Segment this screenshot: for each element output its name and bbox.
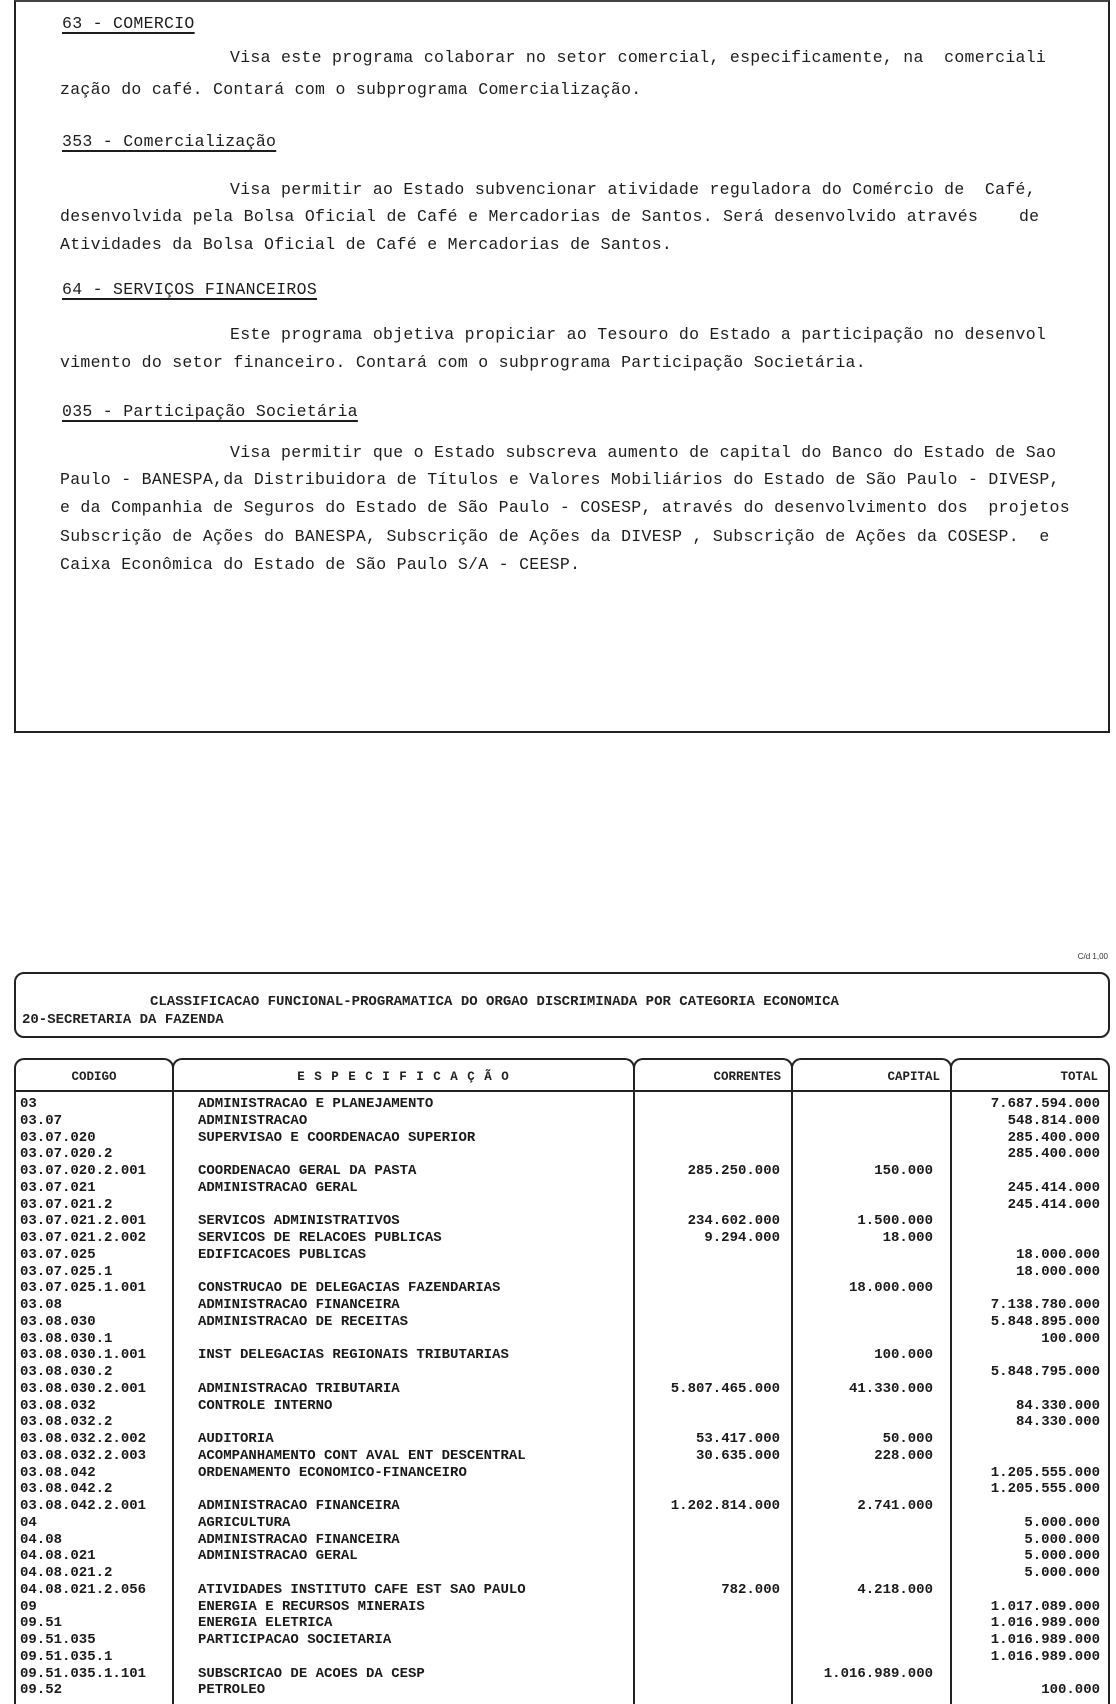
table-row [0,1331,1116,1348]
cell-code: 09.51.035.1 [20,1648,113,1665]
cell-capital: 41.330.000 [848,1380,933,1397]
paragraph-line: Visa permitir que o Estado subscreva aumento de capital do Banco do Estado de Sao [230,443,1057,462]
table-row [0,1230,1116,1247]
cell-code: 04.08.021.2 [20,1565,113,1581]
cell-correntes: 1.202.814.000 [670,1498,780,1514]
table-row [0,1481,1116,1498]
cell-code: 03.08.032.2.002 [20,1431,147,1447]
cell-spec: ADMINISTRACAO FINANCEIRA [198,1498,400,1514]
cell-correntes: 285.250.000 [687,1163,780,1179]
paragraph-line: e da Companhia de Seguros do Estado de São Paulo - COSESP, através do desenvolvimento dos projetos [60,498,1070,517]
paragraph-line: Caixa Econômica do Estado de São Paulo S/A - CEESP. [60,555,581,574]
cell-spec: ADMINISTRACAO E PLANEJAMENTO [198,1096,434,1112]
table-row [0,1264,1116,1281]
cell-code: 03.08.030.1.001 [20,1347,147,1364]
cell-code: 03.07 [20,1112,63,1129]
table-row [0,1666,1116,1683]
table-row [0,1213,1116,1230]
cell-code: 03.07.025 [20,1246,96,1263]
cell-spec: ADMINISTRACAO FINANCEIRA [198,1297,400,1313]
cell-spec: INST DELEGACIAS REGIONAIS TRIBUTARIAS [198,1347,509,1364]
cell-code: 03.07.021.2 [20,1196,113,1213]
cell-code: 03.08.030 [20,1313,96,1330]
cell-spec: ORDENAMENTO ECONOMICO-FINANCEIRO [198,1464,467,1481]
cell-total: 245.414.000 [1007,1196,1100,1213]
cell-total: 100.000 [1041,1330,1100,1347]
table-row [0,1347,1116,1364]
cell-code: 03.08.032.2 [20,1414,113,1431]
section-heading: 64 - SERVIÇOS FINANCEIROS [62,280,318,299]
table-row [0,1465,1116,1482]
cell-spec: SUPERVISAO E COORDENACAO SUPERIOR [198,1129,476,1146]
table-row [0,1314,1116,1331]
cell-total: 1.016.989.000 [990,1648,1100,1665]
cell-code: 03.08.042.2 [20,1481,113,1498]
cell-correntes: 30.635.000 [695,1447,780,1464]
table-row [0,1431,1116,1448]
cell-spec: SERVICOS DE RELACOES PUBLICAS [198,1230,442,1246]
cell-total: 245.414.000 [1007,1179,1100,1196]
table-row [0,1599,1116,1616]
cell-spec: ADMINISTRACAO TRIBUTARIA [198,1380,400,1397]
section-heading: 035 - Participação Societária [62,402,358,421]
cell-spec: ADMINISTRACAO GERAL [198,1548,358,1565]
cell-spec: COORDENACAO GERAL DA PASTA [198,1163,417,1179]
cell-code: 03.08.032 [20,1397,96,1414]
cell-spec: ENERGIA E RECURSOS MINERAIS [198,1598,425,1615]
cell-correntes: 9.294.000 [704,1230,780,1246]
cell-total: 18.000.000 [1015,1246,1100,1263]
cell-spec: SERVICOS ADMINISTRATIVOS [198,1213,400,1230]
cell-code: 09.51 [20,1615,63,1632]
cell-capital: 4.218.000 [857,1581,933,1598]
cell-spec: ADMINISTRACAO [198,1112,308,1129]
cell-code: 03.07.021 [20,1179,96,1196]
cell-total: 5.000.000 [1024,1565,1100,1581]
organ-name: 20-SECRETARIA DA FAZENDA [22,1012,224,1028]
table-row [0,1381,1116,1398]
cell-total: 84.330.000 [1015,1397,1100,1414]
cell-total: 548.814.000 [1007,1112,1100,1129]
cell-code: 03.07.025.1.001 [20,1280,147,1297]
paragraph-line: Este programa objetiva propiciar ao Tesouro do Estado a participação no desenvol [230,325,1047,344]
cell-spec: ADMINISTRACAO GERAL [198,1179,358,1196]
cell-correntes: 782.000 [721,1581,780,1598]
cell-correntes: 5.807.465.000 [670,1380,780,1397]
cell-total: 1.205.555.000 [990,1481,1100,1498]
cell-capital: 18.000 [882,1230,933,1246]
table-row [0,1130,1116,1147]
cell-spec: CONTROLE INTERNO [198,1397,333,1414]
cell-spec: SUBSCRICAO DE ACOES DA CESP [198,1665,425,1682]
column-header-capital: CAPITAL [791,1058,952,1092]
paragraph-line: Atividades da Bolsa Oficial de Café e Mercadorias de Santos. [60,235,673,254]
cell-code: 03.07.025.1 [20,1263,113,1280]
cell-spec: CONSTRUCAO DE DELEGACIAS FAZENDARIAS [198,1280,501,1297]
cell-capital: 228.000 [874,1447,933,1464]
table-row [0,1096,1116,1113]
table-row [0,1632,1116,1649]
report-title: CLASSIFICACAO FUNCIONAL-PROGRAMATICA DO ORGAO DISCRIMINADA POR CATEGORIA ECONOMICA [150,994,839,1010]
cell-code: 09.51.035 [20,1632,96,1648]
cell-spec: ADMINISTRACAO DE RECEITAS [198,1313,409,1330]
cell-code: 03.08.042.2.001 [20,1498,147,1514]
table-row [0,1398,1116,1415]
cell-code: 03.08.030.2.001 [20,1380,147,1397]
cell-code: 03.08.042 [20,1464,96,1481]
cell-spec: PARTICIPACAO SOCIETARIA [198,1632,392,1648]
table-row [0,1364,1116,1381]
cell-total: 84.330.000 [1015,1414,1100,1431]
cell-total: 7.687.594.000 [990,1096,1100,1112]
cell-spec: AGRICULTURA [198,1514,291,1531]
cell-capital: 50.000 [882,1431,933,1447]
table-row [0,1163,1116,1180]
cell-capital: 1.016.989.000 [823,1665,933,1682]
paragraph-line: Visa este programa colaborar no setor comercial, especificamente, na comerciali [230,48,1047,67]
cell-code: 03.07.021.2.002 [20,1230,147,1246]
cell-spec: ENERGIA ELETRICA [198,1615,333,1632]
cell-correntes: 53.417.000 [695,1431,780,1447]
cell-code: 03.07.021.2.001 [20,1213,147,1230]
cell-code: 03.08.030.1 [20,1330,113,1347]
table-row [0,1297,1116,1314]
report-title-box [14,972,1110,1038]
table-row [0,1548,1116,1565]
cell-total: 7.138.780.000 [990,1297,1100,1313]
cell-spec: ATIVIDADES INSTITUTO CAFE EST SAO PAULO [198,1581,526,1598]
cell-total: 1.017.089.000 [990,1598,1100,1615]
cell-total: 1.016.989.000 [990,1615,1100,1632]
cell-total: 5.000.000 [1024,1514,1100,1531]
cell-code: 03 [20,1096,37,1112]
cell-code: 03.08.030.2 [20,1364,113,1380]
cell-capital: 1.500.000 [857,1213,933,1230]
cell-code: 03.07.020.2.001 [20,1163,147,1179]
cell-code: 03.07.020 [20,1129,96,1146]
table-row [0,1582,1116,1599]
cell-total: 285.400.000 [1007,1146,1100,1163]
cell-total: 5.000.000 [1024,1531,1100,1548]
table-row [0,1515,1116,1532]
cell-capital: 100.000 [874,1347,933,1364]
cell-correntes: 234.602.000 [687,1213,780,1230]
table-row [0,1280,1116,1297]
paragraph-line: desenvolvida pela Bolsa Oficial de Café e Mercadorias de Santos. Será desenvolvido através de [60,207,1040,226]
column-header-code: CODIGO [14,1058,174,1092]
cell-code: 04.08.021.2.056 [20,1581,147,1598]
table-row [0,1498,1116,1515]
cell-capital: 150.000 [874,1163,933,1179]
cell-capital: 2.741.000 [857,1498,933,1514]
column-header-spec: E S P E C I F I C A Ç Ã O [172,1058,635,1092]
cell-spec: ACOMPANHAMENTO CONT AVAL ENT DESCENTRAL [198,1447,526,1464]
cell-code: 03.08.032.2.003 [20,1447,147,1464]
table-row [0,1414,1116,1431]
paragraph-line: Subscrição de Ações do BANESPA, Subscrição de Ações da DIVESP , Subscrição de Ações da COSESP. e [60,527,1050,546]
cell-code: 03.08 [20,1297,63,1313]
cell-code: 04.08.021 [20,1548,96,1565]
table-row [0,1113,1116,1130]
cell-code: 03.07.020.2 [20,1146,113,1163]
paragraph-line: zação do café. Contará com o subprograma Comercialização. [60,80,642,99]
table-row [0,1146,1116,1163]
paragraph-line: Visa permitir ao Estado subvencionar atividade reguladora do Comércio de Café, [230,180,1036,199]
cell-total: 285.400.000 [1007,1129,1100,1146]
cell-total: 18.000.000 [1015,1263,1100,1280]
cell-spec: EDIFICACOES PUBLICAS [198,1246,367,1263]
cell-total: 5.848.895.000 [990,1313,1100,1330]
table-row [0,1247,1116,1264]
column-header-total: TOTAL [950,1058,1110,1092]
cell-total: 5.848.795.000 [990,1364,1100,1380]
table-row [0,1180,1116,1197]
table-row [0,1682,1116,1699]
paragraph-line: Paulo - BANESPA,da Distribuidora de Títulos e Valores Mobiliários do Estado de São Paulo - DIVESP, [60,470,1060,489]
cell-code: 04 [20,1514,37,1531]
table-row [0,1649,1116,1666]
cell-total: 5.000.000 [1024,1548,1100,1565]
cell-spec: PETROLEO [198,1682,266,1699]
cell-spec: AUDITORIA [198,1431,274,1447]
section-heading: 63 - COMERCIO [62,14,195,33]
paragraph-line: vimento do setor financeiro. Contará com o subprograma Participação Societária. [60,353,866,372]
table-row [0,1615,1116,1632]
page-mark: C/d 1,00 [1077,952,1108,961]
cell-code: 09 [20,1598,37,1615]
cell-spec: ADMINISTRACAO FINANCEIRA [198,1531,400,1548]
cell-total: 1.205.555.000 [990,1464,1100,1481]
cell-total: 100.000 [1041,1682,1100,1699]
cell-code: 09.51.035.1.101 [20,1665,147,1682]
column-header-correntes: CORRENTES [633,1058,793,1092]
cell-capital: 18.000.000 [848,1280,933,1297]
cell-code: 04.08 [20,1531,63,1548]
table-row [0,1448,1116,1465]
table-row [0,1565,1116,1582]
cell-total: 1.016.989.000 [990,1632,1100,1648]
table-row [0,1197,1116,1214]
cell-code: 09.52 [20,1682,63,1699]
table-row [0,1532,1116,1549]
section-heading: 353 - Comercialização [62,132,277,151]
